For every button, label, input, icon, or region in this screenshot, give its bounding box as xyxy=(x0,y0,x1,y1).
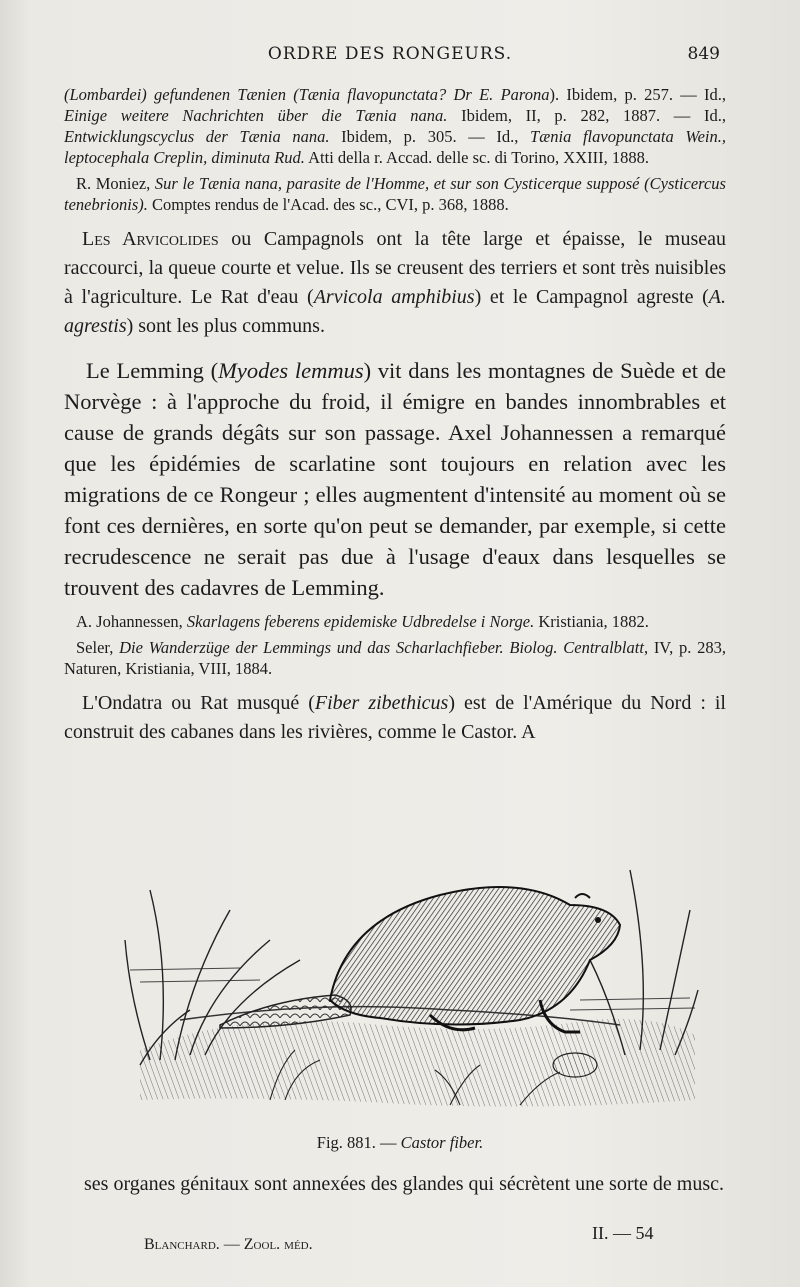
reference-entry xyxy=(64,637,726,679)
italic-run: Myodes lemmus xyxy=(218,358,364,383)
italic-run: Die Wanderzüge der Lemmings und das Scharlachfieber. Biolog. Centralblatt xyxy=(119,638,644,657)
smallcaps-term: Les Arvicolides xyxy=(82,228,219,250)
caption-label: Fig. 881. — xyxy=(316,1133,401,1152)
italic-run: Sur le Tænia nana, parasite de l'Homme, et sur son Cysticerque supposé (Cysticercus tenebrionis). xyxy=(64,174,726,214)
footer-signature: Blanchard. — Zool. méd. xyxy=(144,1236,313,1253)
paragraph-lemming xyxy=(64,355,726,603)
text-run: Ibidem, II, p. 282, 1887. — Id., xyxy=(447,106,726,125)
italic-run: Fiber zibethicus xyxy=(314,692,449,714)
italic-run: Einige weitere Nachrichten über die Tænia nana. xyxy=(64,106,448,125)
reference-entry xyxy=(64,84,726,168)
beaver-engraving xyxy=(120,850,700,1120)
beaver-illustration xyxy=(120,850,700,1120)
header-title: ORDRE DES RONGEURS. xyxy=(267,44,513,64)
text-run: , IV, p. 283, Naturen, Kristiania, VIII, 1884. xyxy=(64,638,726,678)
text-run: Ibidem, p. 305. — Id., xyxy=(329,127,531,146)
footer-volume-sheet: II. — 54 xyxy=(592,1223,654,1243)
text-run: Kristiania, 1882. xyxy=(534,612,649,631)
figure-caption xyxy=(0,1133,800,1153)
text-run: Comptes rendus de l'Acad. des sc., CVI, p. 368, 1888. xyxy=(147,195,509,214)
reference-entry xyxy=(64,173,726,215)
text-run: R. Moniez, xyxy=(76,174,155,193)
paragraph-arvicolides xyxy=(64,225,726,341)
paragraph-continuation: ses organes génitaux sont annexées des glandes qui sécrètent une sorte de musc. xyxy=(84,1173,724,1195)
text-run: ) et le Campagnol agreste ( xyxy=(474,286,709,308)
text-run: Seler, xyxy=(76,638,120,657)
reference-block-1 xyxy=(64,84,726,215)
text-run: ) sont les plus communs. xyxy=(126,315,325,337)
text-run: ) vit dans les montagnes de Suède et de Norvège : à l'approche du froid, il émigre en bandes innombrables et cause de grands dégâts sur son passage. Axel Johannessen a remarqué que les épidémies de scarlatine sont toujours en relation avec les migrations de ce Rongeur ; elles augmentent d'intensité au moment où se font ces dernières, en sorte qu'on peut se demander, par exemple, si cette recrudescence ne serait pas due à l'usage d'eaux dans lesquelles se trouvent des cadavres de Lemming. xyxy=(64,358,726,600)
caption-species: Castor fiber. xyxy=(400,1133,484,1152)
text-run: ou Campagnols ont la tête large et épaisse, le museau raccourci, la queue courte et velue. Ils se creusent des terriers et sont très nuisibles à l'agriculture. Le Rat d'eau ( xyxy=(64,228,727,308)
italic-run: Tænia flavopunctata Wein., leptocephala Creplin, diminuta Rud. xyxy=(64,127,726,167)
text-run: L'Ondatra ou Rat musqué ( xyxy=(82,692,315,714)
italic-run: (Lombardei) gefundenen Tænien (Tænia flavopunctata? xyxy=(64,85,454,104)
text-run: ) est de l'Amérique du Nord : il construit des cabanes dans les rivières, comme le Castor. A xyxy=(64,692,726,743)
main-text xyxy=(64,84,726,747)
running-header xyxy=(60,44,720,74)
text-run: A. Johannessen, xyxy=(76,612,187,631)
text-run: Le Lemming ( xyxy=(86,358,219,383)
italic-run: Dr E. Parona xyxy=(453,85,550,104)
reference-block-2 xyxy=(64,611,726,679)
italic-run: Skarlagens feberens epidemiske Udbredelse i Norge. xyxy=(186,612,535,631)
italic-run: Arvicola amphibius xyxy=(313,286,475,308)
text-run: Atti della r. Accad. delle sc. di Torino, XXIII, 1888. xyxy=(304,148,649,167)
page-number: 849 xyxy=(687,44,720,64)
reference-entry xyxy=(64,611,726,632)
italic-run: Entwicklungscyclus der Tænia nana. xyxy=(64,127,330,146)
text-run: ). Ibidem, p. 257. — Id., xyxy=(549,85,726,104)
paragraph-ondatra xyxy=(64,689,726,747)
italic-run: A. agrestis xyxy=(64,286,726,337)
